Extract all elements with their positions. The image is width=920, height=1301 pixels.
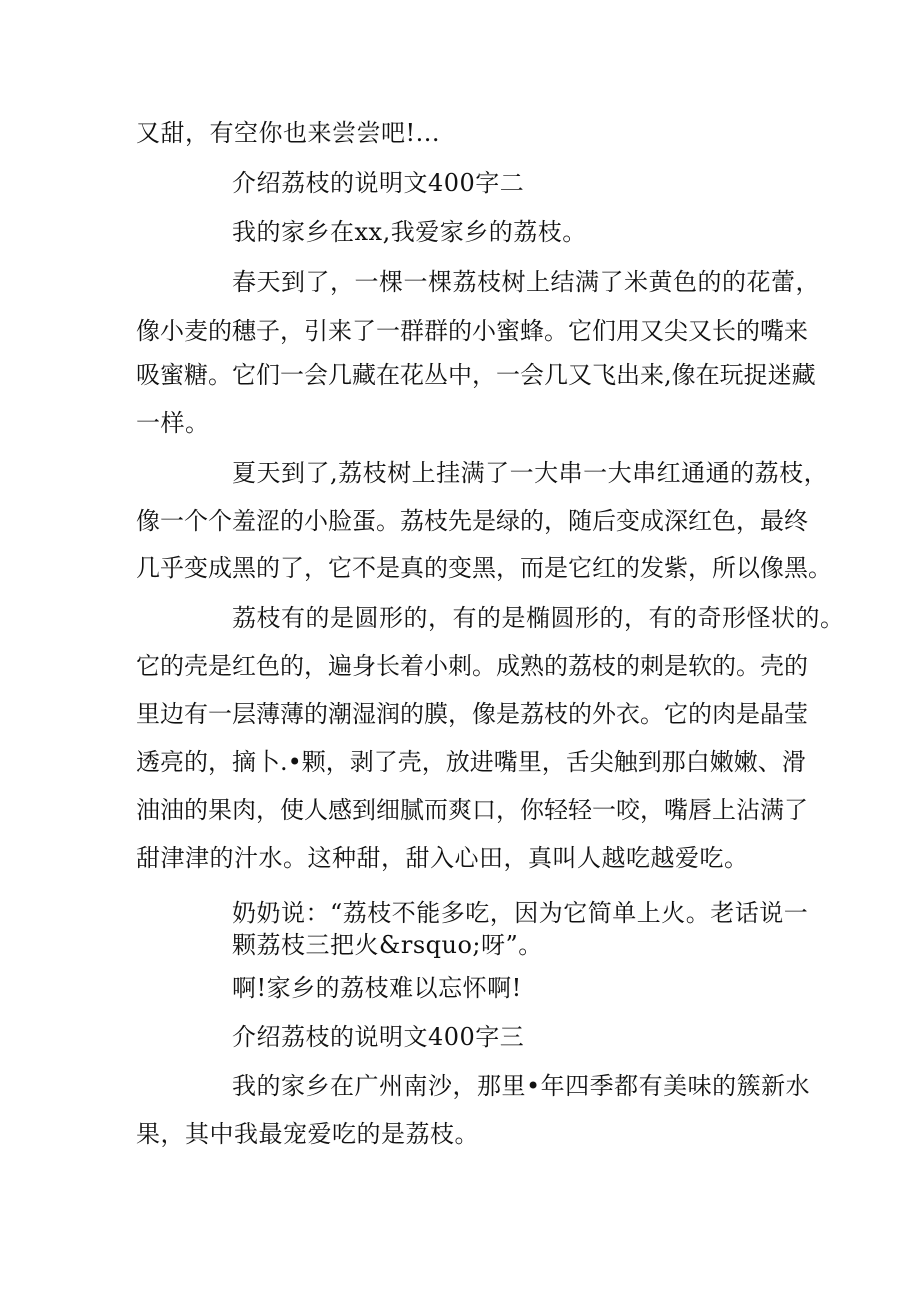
- text-line: 又甜，有空你也来尝尝吧!...: [136, 119, 441, 147]
- text-line: 吸蜜糖。它们一会几藏在花丛中，一会几又飞出来,像在玩捉迷藏: [136, 361, 816, 389]
- text-line: 春天到了，一棵一棵荔枝树上结满了米黄色的的花蕾，: [232, 268, 820, 296]
- text-line: 油油的果肉，使人感到细腻而爽口，你轻轻一咬，嘴唇上沾满了: [136, 796, 808, 824]
- text-line: 里边有一层薄薄的潮湿润的膜，像是荔枝的外衣。它的肉是晶莹: [136, 700, 808, 728]
- text-line: 甜津津的汁水。这种甜，甜入心田，真叫人越吃越爱吃。: [136, 844, 749, 872]
- text-line: 几乎变成黑的了，它不是真的变黑，而是它红的发紫，所以像黑。: [136, 554, 832, 582]
- section-heading: 介绍荔枝的说明文400字二: [232, 169, 525, 197]
- text-line: 果，其中我最宠爱吃的是荔枝。: [136, 1120, 479, 1148]
- text-line: 一样。: [136, 409, 210, 437]
- text-line: 它的壳是红色的，遍身长着小刺。成熟的荔枝的刺是软的。壳的: [136, 652, 808, 680]
- section-heading: 介绍荔枝的说明文400字三: [232, 1023, 525, 1051]
- text-line: 我的家乡在xx,我爱家乡的荔枝。: [232, 218, 587, 246]
- text-line: 我的家乡在广州南沙，那里•年四季都有美味的簇新水: [232, 1072, 811, 1100]
- text-line: 奶奶说：“荔枝不能多吃，因为它简单上火。老话说一: [232, 899, 809, 927]
- text-line: 荔枝有的是圆形的，有的是椭圆形的，有的奇形怪状的。: [232, 604, 845, 632]
- text-line: 像小麦的穗子，引来了一群群的小蜜蜂。它们用又尖又长的嘴来: [136, 317, 808, 345]
- text-line: 透亮的，摘卜.•颗，剥了壳，放进嘴里，舌尖触到那白嫩嫩、滑: [136, 748, 806, 776]
- text-line: 颗荔枝三把火&rsquo;呀”。: [232, 931, 543, 959]
- text-line: 夏天到了,荔枝树上挂满了一大串一大串红通通的荔枝，: [232, 459, 829, 487]
- text-line: 啊!家乡的荔枝难以忘怀啊!: [232, 974, 522, 1002]
- text-line: 像一个个羞涩的小脸蛋。荔枝先是绿的，随后变成深红色，最终: [136, 507, 808, 535]
